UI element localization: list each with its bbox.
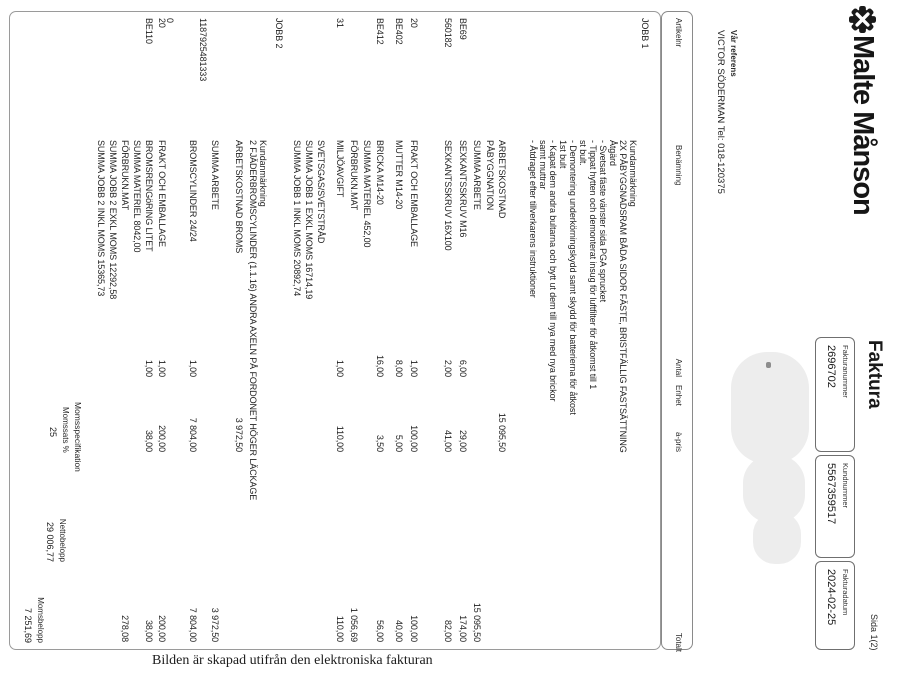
- table-row: [441, 0, 453, 660]
- table-row: [155, 0, 167, 660]
- cell-ben: FÖRBRUKN.MAT: [349, 140, 359, 211]
- cell-apris: 15 095,50: [497, 412, 507, 452]
- cell-ben: SUMMA JOBB 2 EXKL MOMS 12292,58: [108, 140, 118, 300]
- image-caption: Bilden är skapad utifrån den elektroniska fakturan: [152, 653, 433, 668]
- cell-apris: 200,00: [157, 425, 167, 452]
- cell-antal: 8,00: [394, 359, 404, 377]
- cell-apris: 41,00: [443, 429, 453, 452]
- cell-totalt: 278,08: [120, 615, 130, 642]
- invoice-number-label: Fakturanummer: [841, 345, 850, 398]
- table-row: [94, 0, 106, 660]
- cell-antal: 1,00: [409, 359, 419, 377]
- table-row: [483, 0, 495, 660]
- cell-ben: MILJÖAVGIFT: [335, 140, 345, 198]
- customer-number-label: Kundnummer: [841, 463, 850, 509]
- table-row: [407, 0, 419, 660]
- cell-art: JOBB 1: [640, 18, 650, 49]
- vat-rate-label: Momssats %: [61, 407, 70, 453]
- cell-ben: BRICKA M14-20: [375, 140, 385, 205]
- page-indicator: Sida 1(2): [869, 614, 879, 651]
- cell-antal: 16,00: [375, 354, 385, 377]
- cell-ben: SUMMA ARBETE: [472, 140, 482, 210]
- cell-totalt: 110,00: [335, 615, 345, 642]
- customer-number-value: 5567359517: [825, 463, 837, 525]
- cell-totalt: 200,00: [157, 615, 167, 642]
- table-row: [347, 0, 359, 660]
- table-row: [360, 0, 372, 660]
- cell-ben: FÖRBRUKN.MAT: [120, 140, 130, 211]
- table-row: [142, 0, 154, 660]
- cell-antal: 1,00: [188, 359, 198, 377]
- cell-art: 31: [335, 18, 345, 28]
- cell-ben: SUMMA JOBB 1 EXKL MOMS 16714,19: [304, 140, 314, 300]
- cell-ben: Åtgärd: [608, 140, 618, 166]
- cell-ben: MUTTER M14-20: [394, 140, 404, 210]
- col-header-totalt: Totalt: [674, 632, 683, 652]
- table-row: [392, 0, 404, 660]
- cell-apris: 100,00: [409, 425, 419, 452]
- cell-art: 560182: [443, 18, 453, 48]
- our-reference-value: VICTOR SÖDERMAN Tel: 018-120375: [715, 30, 726, 194]
- cell-totalt: 56,00: [375, 619, 385, 642]
- table-row: [373, 0, 385, 660]
- table-row: [495, 0, 507, 660]
- cell-ben: SEXKANTSSKRUV M16: [458, 140, 468, 238]
- cell-art: 20: [409, 18, 419, 28]
- invoice-date-value: 2024-02-25: [825, 569, 837, 626]
- invoice-date-label: Fakturadatum: [841, 569, 850, 616]
- cell-totalt: 40,00: [394, 619, 404, 642]
- document-title: Faktura: [864, 340, 885, 409]
- table-row: [470, 0, 482, 660]
- gear-icon: [849, 6, 876, 33]
- cell-apris: 7 804,00: [188, 417, 198, 452]
- table-row: [130, 0, 142, 660]
- invoice-date-box: [815, 561, 855, 650]
- table-row: [186, 0, 198, 660]
- cell-art: BE412: [375, 18, 385, 45]
- cell-totalt: 174,00: [458, 615, 468, 642]
- cell-ben: ARBETSKOSTNAD BROMS: [234, 140, 244, 254]
- table-row: [314, 0, 326, 660]
- vat-amount-value: 7 251,69: [23, 607, 33, 643]
- cell-ben: FRAKT OCH EMBALLAGE: [409, 140, 419, 247]
- net-amount-group: [45, 490, 67, 562]
- table-row: [290, 0, 302, 660]
- table-row: [638, 0, 650, 660]
- cell-ben: SEXKANTSSKRUV 16X100: [443, 140, 453, 251]
- cell-totalt: 7 804,00: [188, 607, 198, 642]
- table-row: [272, 0, 284, 660]
- cell-art: BE69: [458, 18, 468, 40]
- cell-art: 0: [165, 18, 175, 23]
- cell-art: BE110: [144, 18, 154, 44]
- cell-ben: PÅBYGGNATION: [485, 140, 495, 211]
- table-row: [333, 0, 345, 660]
- cell-totalt: 3 972,50: [210, 607, 220, 642]
- cell-ben: SUMMA MATERIEL 452,00: [362, 140, 372, 248]
- cell-ben: SUMMA JOBB 1 INKL MOMS 20892,74: [292, 140, 302, 297]
- cell-ben: - Svetsat fäste vänster sida PGA sprucket: [598, 140, 608, 302]
- customer-number-box: [815, 455, 855, 558]
- redacted-address-blob: [753, 512, 801, 564]
- cell-apris: 3 972,50: [234, 417, 244, 452]
- cell-apris: 3,50: [375, 434, 385, 452]
- invoice-number-box: [815, 337, 855, 452]
- cell-ben: 2 FJÄDERBROMSCYLINDER (1.1.16) ANDRA AXELN PÅ FORDONET HÖGER LÄCKAGE: [248, 140, 258, 501]
- cell-ben: BROMSRENGöRING LITET: [144, 140, 154, 252]
- cell-apris: 110,00: [335, 425, 345, 452]
- table-row: [208, 0, 220, 660]
- cell-antal: 1,00: [157, 359, 167, 377]
- col-header-antal: Antal: [674, 358, 683, 377]
- cell-art: 1187925481333: [198, 18, 208, 82]
- invoice-number-value: 2696702: [825, 345, 837, 388]
- col-header-enhet: Enhet: [674, 385, 683, 406]
- cell-totalt: 1 056,69: [349, 607, 359, 642]
- table-row: [302, 0, 314, 660]
- col-header-benamning: Benämning: [674, 145, 683, 186]
- scan-speck: [766, 362, 771, 368]
- brand-name: Malte Månson: [847, 35, 879, 215]
- cell-antal: 6,00: [458, 359, 468, 377]
- cell-apris: 5,00: [394, 434, 404, 452]
- brand-logo: [846, 6, 879, 215]
- cell-ben: FRAKT OCH EMBALLAGE: [157, 140, 167, 247]
- cell-totalt: 15 095,50: [472, 602, 482, 642]
- cell-apris: 29,00: [458, 429, 468, 452]
- table-row: [246, 0, 258, 660]
- cell-ben: SUMMA MATERIEL 8042,00: [132, 140, 142, 253]
- cell-ben: - Demontering underkörningskydd samt skydd för batterierna för åtkost: [568, 140, 578, 415]
- net-amount-label: Nettobelopp: [58, 518, 67, 562]
- vat-amount-group: [23, 572, 45, 643]
- table-row: [118, 0, 130, 660]
- cell-art: JOBB 2: [274, 18, 284, 49]
- table-row: [232, 0, 244, 660]
- cell-ben: Kundanmärkning: [628, 140, 638, 207]
- table-row: [106, 0, 118, 660]
- vat-rate-group: [48, 407, 70, 453]
- cell-ben: SUMMA JOBB 2 INKL MOMS 15365,73: [96, 140, 106, 297]
- cell-apris: 38,00: [144, 429, 154, 452]
- cell-ben: - Åtdraget efter tillverkarens instruktioner: [528, 140, 538, 298]
- cell-art: BE402: [394, 18, 404, 45]
- cell-art: 20: [157, 18, 167, 28]
- cell-ben: st bult.: [578, 140, 588, 166]
- cell-antal: 2,00: [443, 359, 453, 377]
- cell-ben: 1st bult: [558, 140, 568, 169]
- cell-totalt: 82,00: [443, 619, 453, 642]
- table-row: [456, 0, 468, 660]
- cell-ben: ARBETSKOSTNAD: [497, 140, 507, 219]
- vat-spec-title: Momsspecifikation: [73, 402, 83, 472]
- cell-antal: 1,00: [144, 359, 154, 377]
- col-header-artikelnr: Artikelnr: [674, 18, 683, 48]
- cell-ben: 2X PÅBYGGNADSRAM BÅDA SIDOR FÄSTE, BRISTFÄLLIG FASTSÄTTNING: [618, 140, 628, 453]
- col-header-apris: à-pris: [674, 431, 683, 452]
- our-reference-label: Vår referens: [729, 30, 738, 77]
- redacted-address-blob: [731, 352, 809, 464]
- net-amount-value: 29 006,77: [45, 521, 55, 562]
- cell-ben: samt muttrar: [538, 140, 548, 190]
- cell-ben: Kundanmärkning: [258, 140, 268, 207]
- cell-ben: - Kapat dem andra bultarna och bytt ut dem till nya med nya brickor: [548, 140, 558, 402]
- cell-ben: - Tippat hytten och demonterat insug för luftfilter för åtkomst till 1: [588, 140, 598, 390]
- table-row: [526, 0, 538, 660]
- cell-ben: SVETSGAS/SVETSTRÅD: [316, 140, 326, 244]
- cell-totalt: 100,00: [409, 615, 419, 642]
- cell-ben: BROMSCYLINDER 24/24: [188, 140, 198, 242]
- cell-ben: SUMMA ARBETE: [210, 140, 220, 210]
- cell-totalt: 38,00: [144, 619, 154, 642]
- cell-antal: 1,00: [335, 359, 345, 377]
- vat-rate-value: 25: [48, 427, 58, 438]
- vat-amount-label: Momsbelopp: [36, 597, 45, 643]
